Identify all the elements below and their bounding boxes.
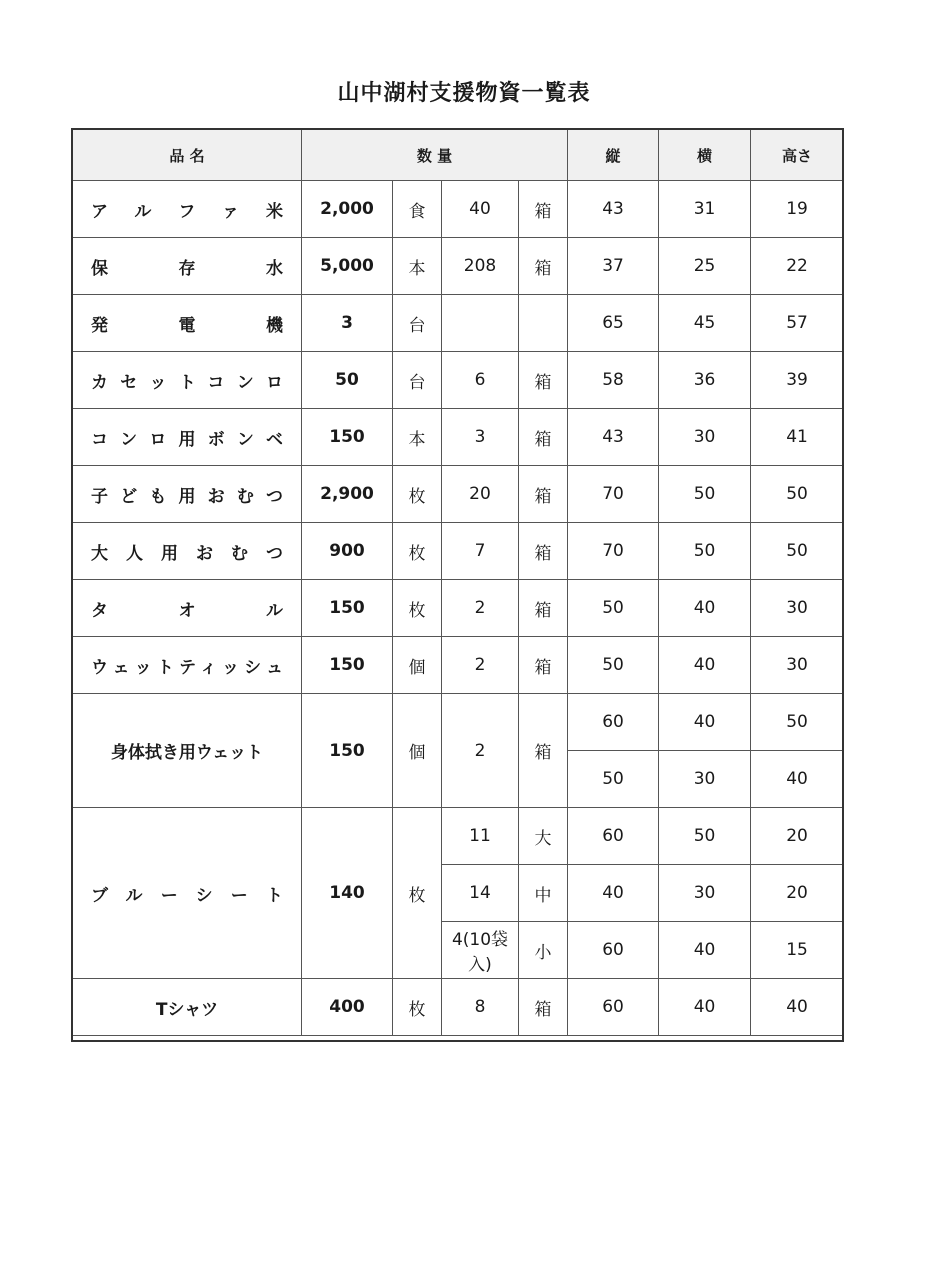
- table-row: [73, 181, 844, 238]
- item-name: コンロ用ボンベ: [73, 409, 302, 466]
- item-boxes: 4(10袋入): [442, 922, 519, 979]
- item-width: 40: [659, 637, 751, 694]
- item-length: 43: [568, 181, 659, 238]
- item-boxes: 2: [442, 694, 519, 808]
- item-height: 15: [751, 922, 844, 979]
- item-quantity: 2,000: [302, 181, 393, 238]
- item-height: 50: [751, 523, 844, 580]
- item-unit: 個: [393, 694, 442, 808]
- table-row: [73, 238, 844, 295]
- item-width: 40: [659, 694, 751, 751]
- header-row: [73, 130, 844, 181]
- item-name: 保存水: [73, 238, 302, 295]
- item-size: 小: [519, 922, 568, 979]
- item-width: 25: [659, 238, 751, 295]
- item-quantity: 150: [302, 409, 393, 466]
- item-boxes: 11: [442, 808, 519, 865]
- item-width: 50: [659, 523, 751, 580]
- item-unit: 枚: [393, 808, 442, 979]
- header-quantity: 数 量: [302, 130, 568, 181]
- item-height: 20: [751, 865, 844, 922]
- item-width: 50: [659, 808, 751, 865]
- item-width: 50: [659, 466, 751, 523]
- item-height: 41: [751, 409, 844, 466]
- item-box-unit: 箱: [519, 979, 568, 1036]
- item-length: 70: [568, 523, 659, 580]
- item-boxes: 6: [442, 352, 519, 409]
- item-box-unit: 箱: [519, 637, 568, 694]
- item-boxes: [442, 295, 519, 352]
- item-boxes: 208: [442, 238, 519, 295]
- item-box-unit: 箱: [519, 181, 568, 238]
- item-width: 31: [659, 181, 751, 238]
- table-row: [73, 523, 844, 580]
- item-width: 40: [659, 580, 751, 637]
- item-name: Tシャツ: [73, 979, 302, 1036]
- item-boxes: 7: [442, 523, 519, 580]
- item-unit: 枚: [393, 979, 442, 1036]
- item-length: 60: [568, 808, 659, 865]
- item-length: 60: [568, 694, 659, 751]
- table-row: [73, 637, 844, 694]
- table-row: [73, 580, 844, 637]
- item-unit: 枚: [393, 580, 442, 637]
- item-quantity: 900: [302, 523, 393, 580]
- item-width: 30: [659, 865, 751, 922]
- item-width: 30: [659, 751, 751, 808]
- item-boxes: 2: [442, 580, 519, 637]
- item-height: 40: [751, 979, 844, 1036]
- item-height: 40: [751, 751, 844, 808]
- item-unit: 食: [393, 181, 442, 238]
- item-name: ブルーシート: [73, 808, 302, 979]
- item-box-unit: 箱: [519, 352, 568, 409]
- item-size: 大: [519, 808, 568, 865]
- item-boxes: 40: [442, 181, 519, 238]
- item-width: 45: [659, 295, 751, 352]
- item-height: 19: [751, 181, 844, 238]
- table-row: [73, 409, 844, 466]
- item-height: 39: [751, 352, 844, 409]
- item-boxes: 20: [442, 466, 519, 523]
- item-width: 40: [659, 922, 751, 979]
- item-name: ウェットティッシュ: [73, 637, 302, 694]
- item-box-unit: [519, 295, 568, 352]
- item-unit: 枚: [393, 466, 442, 523]
- item-name: 大人用おむつ: [73, 523, 302, 580]
- table-row: [73, 466, 844, 523]
- item-unit: 個: [393, 637, 442, 694]
- page-title: 山中湖村支援物資一覧表: [337, 81, 591, 106]
- item-boxes: 2: [442, 637, 519, 694]
- item-quantity: 150: [302, 694, 393, 808]
- supply-table: [72, 129, 844, 1036]
- item-name: タオル: [73, 580, 302, 637]
- table-row: [73, 352, 844, 409]
- item-size: 中: [519, 865, 568, 922]
- item-length: 50: [568, 580, 659, 637]
- item-name: 身体拭き用ウェット: [73, 694, 302, 808]
- item-quantity: 5,000: [302, 238, 393, 295]
- item-unit: 枚: [393, 523, 442, 580]
- item-length: 60: [568, 922, 659, 979]
- item-name: カセットコンロ: [73, 352, 302, 409]
- header-height: 高さ: [751, 130, 844, 181]
- item-height: 22: [751, 238, 844, 295]
- item-box-unit: 箱: [519, 238, 568, 295]
- item-height: 30: [751, 637, 844, 694]
- item-height: 57: [751, 295, 844, 352]
- item-name: 発電機: [73, 295, 302, 352]
- item-length: 50: [568, 637, 659, 694]
- item-width: 30: [659, 409, 751, 466]
- item-unit: 本: [393, 409, 442, 466]
- item-height: 20: [751, 808, 844, 865]
- table-row: [73, 979, 844, 1036]
- item-length: 50: [568, 751, 659, 808]
- item-height: 50: [751, 694, 844, 751]
- item-width: 36: [659, 352, 751, 409]
- item-unit: 台: [393, 352, 442, 409]
- item-boxes: 8: [442, 979, 519, 1036]
- item-length: 65: [568, 295, 659, 352]
- item-width: 40: [659, 979, 751, 1036]
- item-height: 30: [751, 580, 844, 637]
- item-name: アルファ米: [73, 181, 302, 238]
- item-quantity: 50: [302, 352, 393, 409]
- item-box-unit: 箱: [519, 580, 568, 637]
- header-name: 品 名: [73, 130, 302, 181]
- item-quantity: 150: [302, 580, 393, 637]
- item-length: 37: [568, 238, 659, 295]
- header-length: 縦: [568, 130, 659, 181]
- item-box-unit: 箱: [519, 694, 568, 808]
- item-boxes: 3: [442, 409, 519, 466]
- table-row: [73, 808, 844, 865]
- item-length: 70: [568, 466, 659, 523]
- item-quantity: 2,900: [302, 466, 393, 523]
- item-box-unit: 箱: [519, 466, 568, 523]
- item-quantity: 400: [302, 979, 393, 1036]
- item-quantity: 140: [302, 808, 393, 979]
- item-length: 40: [568, 865, 659, 922]
- item-length: 58: [568, 352, 659, 409]
- item-quantity: 150: [302, 637, 393, 694]
- item-name: 子ども用おむつ: [73, 466, 302, 523]
- header-width: 横: [659, 130, 751, 181]
- item-height: 50: [751, 466, 844, 523]
- item-unit: 本: [393, 238, 442, 295]
- table-row: [73, 694, 844, 751]
- item-box-unit: 箱: [519, 409, 568, 466]
- item-length: 60: [568, 979, 659, 1036]
- table-row: [73, 295, 844, 352]
- item-boxes: 14: [442, 865, 519, 922]
- item-box-unit: 箱: [519, 523, 568, 580]
- item-quantity: 3: [302, 295, 393, 352]
- item-length: 43: [568, 409, 659, 466]
- item-unit: 台: [393, 295, 442, 352]
